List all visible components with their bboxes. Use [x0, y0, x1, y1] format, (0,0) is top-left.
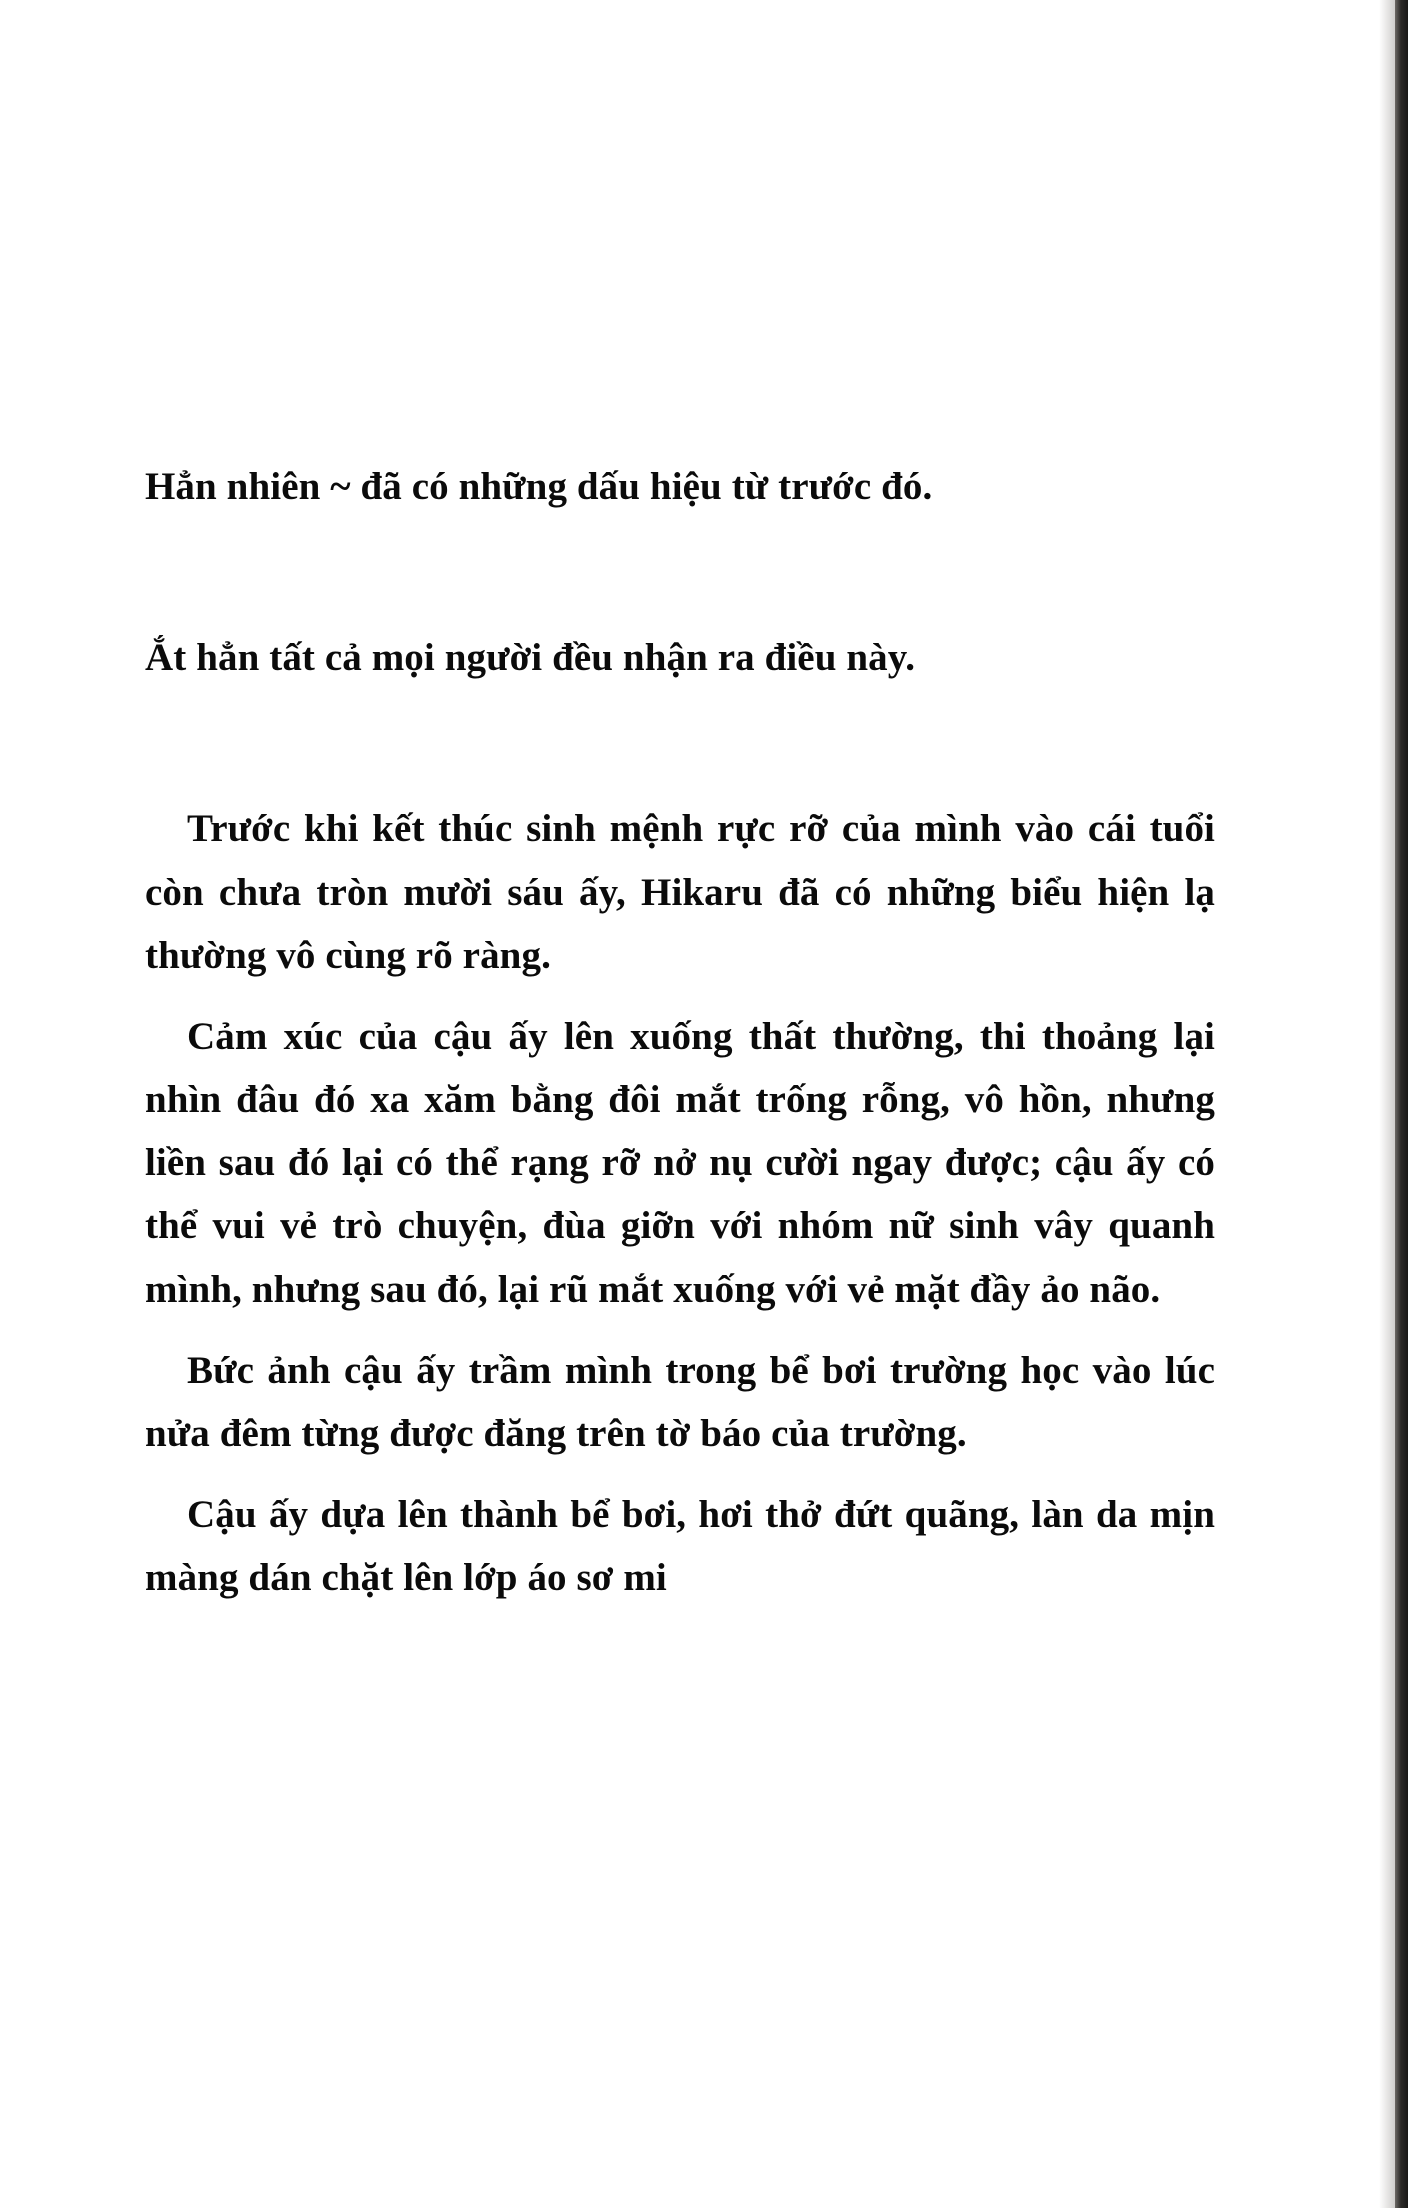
paragraph-2: Ắt hẳn tất cả mọi người đều nhận ra điều này. [145, 636, 916, 680]
page-text-body [145, 455, 1215, 1609]
paragraph-spacer [145, 689, 1215, 797]
paragraph-spacer [145, 987, 1215, 1005]
paragraph-5: Bức ảnh cậu ấy trầm mình trong bể bơi trường học vào lúc nửa đêm từng được đăng trên tờ báo của trường. [145, 1348, 1215, 1455]
paragraph-4: Cảm xúc của cậu ấy lên xuống thất thường, thi thoảng lại nhìn đâu đó xa xăm bằng đôi mắt trống rỗng, vô hồn, nhưng liền sau đó lại có thể rạng rỡ nở nụ cười ngay được; cậu ấy có thể vui vẻ trò chuyện, đùa giỡn với nhóm nữ sinh vây quanh mình, nhưng sau đó, lại rũ mắt xuống với vẻ mặt đầy ảo não. [145, 1014, 1215, 1311]
paragraph-3: Trước khi kết thúc sinh mệnh rực rỡ của mình vào cái tuổi còn chưa tròn mười sáu ấy, Hikaru đã có những biểu hiện lạ thường vô cùng rõ ràng. [145, 807, 1215, 977]
page-edge-gradient [1379, 0, 1395, 2208]
paragraph-spacer [145, 1321, 1215, 1339]
page-edge-shadow [1395, 0, 1408, 2208]
paragraph-6: Cậu ấy dựa lên thành bể bơi, hơi thở đứt quãng, làn da mịn màng dán chặt lên lớp áo sơ mi [145, 1493, 1215, 1600]
paragraph-spacer [145, 1465, 1215, 1483]
paragraph-1: Hẳn nhiên ~ đã có những dấu hiệu từ trước đó. [145, 465, 933, 508]
paragraph-spacer [145, 518, 1215, 626]
